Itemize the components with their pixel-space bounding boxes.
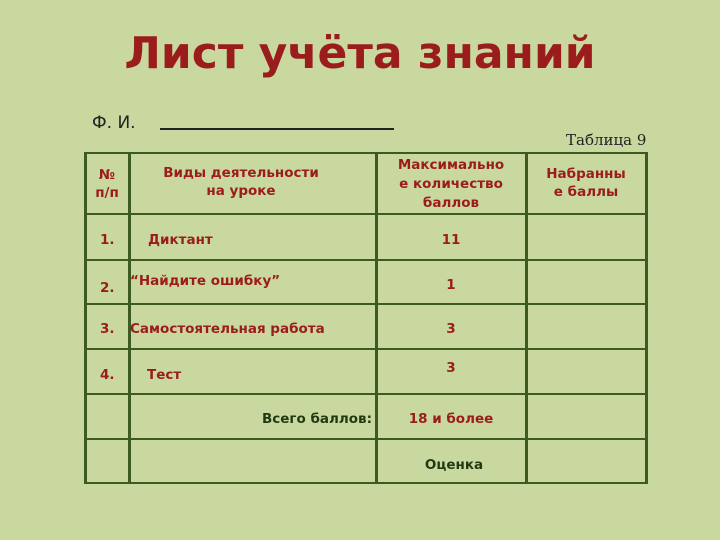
row-max: 1 — [446, 277, 456, 293]
row-max: 3 — [446, 360, 456, 376]
page-title: Лист учёта знаний — [124, 28, 596, 79]
header-num-line2: п/п — [95, 185, 119, 201]
header-max-line3: баллов — [422, 195, 480, 211]
table-rule — [84, 152, 648, 154]
table-rule — [525, 152, 528, 484]
table-caption: Таблица 9 — [566, 131, 647, 149]
table-rule — [84, 348, 648, 350]
table-rule — [84, 438, 648, 440]
header-num — [86, 166, 128, 202]
row-activity: Диктант — [148, 232, 213, 248]
header-max-line1: Максимально — [397, 157, 505, 173]
header-num-line1: № — [98, 167, 116, 183]
fio-blank-line — [160, 128, 394, 130]
row-activity: “Найдите ошибку” — [130, 273, 281, 289]
row-activity: Самостоятельная работа — [130, 321, 325, 337]
table-rule — [84, 259, 648, 261]
header-earned-line1: Набранны — [546, 166, 626, 182]
table-rule — [84, 213, 648, 215]
header-activity-line2: на уроке — [206, 183, 276, 199]
row-max: 11 — [441, 232, 461, 248]
total-label: Всего баллов: — [261, 411, 372, 427]
table-rule — [128, 152, 131, 484]
fio-label: Ф. И. — [92, 113, 136, 133]
row-num: 1. — [100, 232, 115, 248]
header-activity — [130, 164, 352, 200]
table-rule — [645, 152, 648, 484]
score-table — [84, 152, 648, 484]
header-activity-line1: Виды деятельности — [163, 165, 319, 181]
table-rule — [84, 482, 648, 484]
header-earned-score — [527, 165, 645, 201]
grade-label: Оценка — [424, 457, 484, 473]
row-num: 2. — [100, 280, 115, 296]
header-max-score — [377, 156, 525, 213]
total-value: 18 и более — [408, 411, 494, 427]
row-num: 4. — [100, 367, 115, 383]
row-max: 3 — [446, 321, 456, 337]
row-activity: Тест — [147, 367, 182, 383]
header-earned-line2: е баллы — [553, 184, 619, 200]
table-rule — [84, 303, 648, 305]
header-max-line2: е количество — [399, 176, 503, 192]
row-num: 3. — [100, 321, 115, 337]
table-rule — [84, 393, 648, 395]
